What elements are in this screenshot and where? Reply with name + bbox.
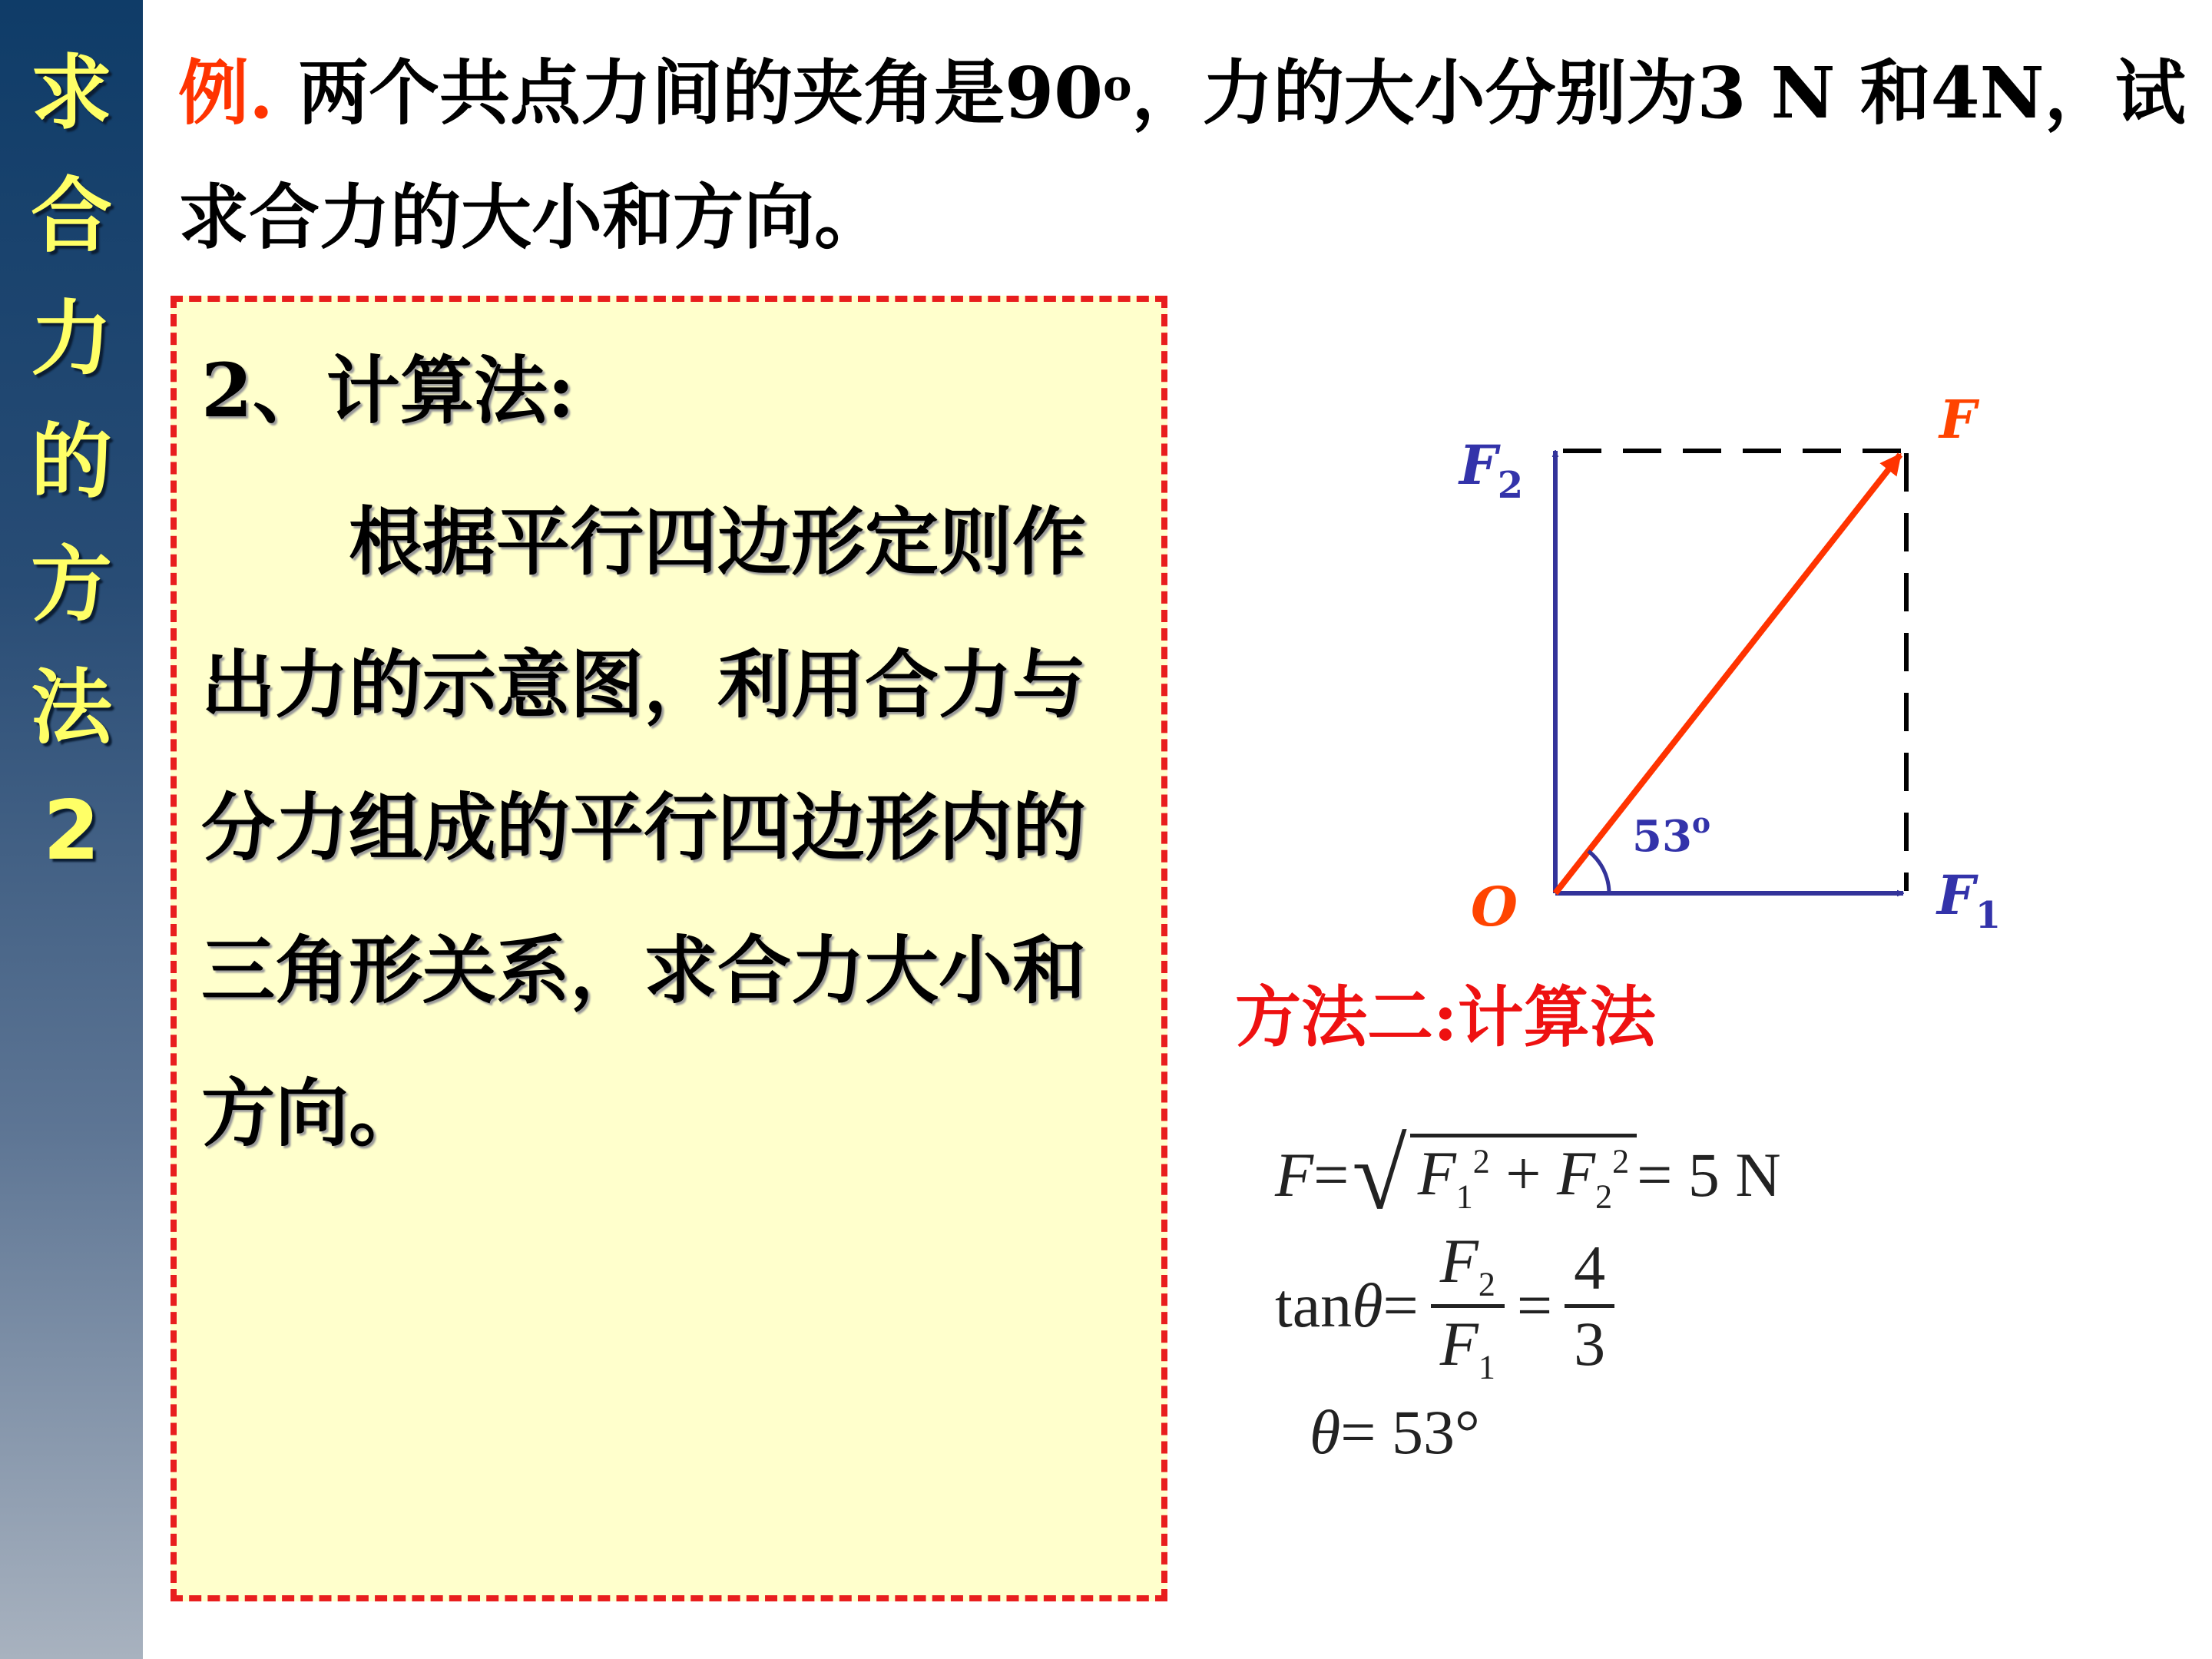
label-O: O: [1471, 875, 1518, 939]
fraction-values: $\frac{4}{3}$: [1565, 1232, 1614, 1380]
sidebar-title-char: 合: [31, 169, 112, 263]
fraction-forces: $\frac{F_2}{F_1}$: [1431, 1225, 1505, 1386]
sidebar-title-char: 力: [31, 292, 112, 386]
label-F1-sub: 1: [1975, 894, 2002, 937]
method-description: 根据平行四边形定则作出力的示意图，利用合力与分力组成的平行四边形内的三角形关系，求合力大小和方向。: [201, 498, 1086, 1157]
formula-tangent: tan θ = $\frac{F_2}{F_1}$ = $\frac{4}{3}$: [1275, 1225, 1627, 1386]
example-dot: .: [249, 51, 274, 134]
method-heading: 2、计算法:: [201, 347, 575, 434]
question-degree: o: [1103, 60, 1132, 111]
sidebar-title-char: 方: [31, 538, 112, 632]
sidebar-title-char: 法: [31, 661, 112, 755]
label-F2: $F_2$: [1459, 433, 1524, 507]
method2-colon: :: [1433, 979, 1458, 1056]
resultant-F-vector: [1555, 455, 1900, 893]
sqrt-symbol: √: [1352, 1120, 1407, 1230]
sidebar-title-char: 求: [31, 46, 112, 141]
formula-angle: θ = 53°: [1310, 1397, 1480, 1467]
angle-arc: [1588, 851, 1609, 893]
question-part-1: 两个共点力间的夹角是90: [273, 51, 1104, 134]
angle-label: 53$^o$: [1632, 807, 1710, 862]
label-F2-sub: 2: [1497, 464, 1524, 507]
question-part-2: ，力的大小分别为3 N 和4N，试求合力的大小和方向。: [178, 51, 2186, 259]
label-F1: $F_1$: [1937, 863, 2002, 937]
angle-degree: o: [1691, 807, 1710, 839]
sqrt-radicand: $F_1^2 + F_2^2$: [1410, 1134, 1637, 1216]
sidebar-title-char: 2: [43, 783, 100, 878]
example-label: 例: [178, 51, 250, 134]
label-F: F: [1939, 389, 1977, 451]
method2-label: 方法二:计算法: [1235, 979, 1656, 1056]
formula-magnitude: F = √ $F_1^2 + F_2^2$ = 5 N: [1275, 1118, 1781, 1233]
sidebar-title-char: 的: [31, 415, 112, 509]
